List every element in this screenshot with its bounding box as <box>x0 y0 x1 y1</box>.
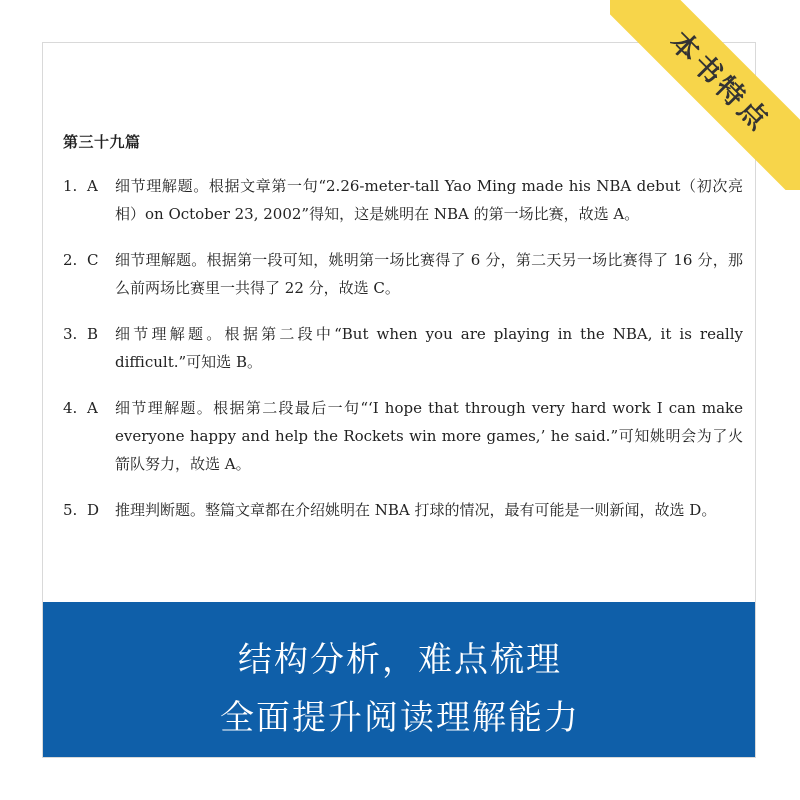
item-number: 4. <box>63 399 78 417</box>
item-answer: C <box>87 251 99 269</box>
answer-item <box>63 246 743 302</box>
promo-banner <box>43 602 756 758</box>
item-explanation: 推理判断题。整篇文章都在介绍姚明在 NBA 打球的情况，最有可能是一则新闻，故选 D。 <box>115 501 717 519</box>
item-explanation: 细节理解题。根据文章第一句“2.26-meter-tall Yao Ming made his NBA debut（初次亮相）on October 23, 2002”得知，这是姚明在 NBA 的第一场比赛，故选 A。 <box>115 177 743 223</box>
item-answer: A <box>87 177 98 195</box>
section-heading: 第三十九篇 <box>63 133 141 151</box>
item-answer: A <box>87 399 98 417</box>
banner-line-1: 结构分析，难点梳理 <box>238 640 562 680</box>
item-answer: D <box>87 501 100 519</box>
answer-item <box>63 496 743 524</box>
item-explanation: 细节理解题。根据第二段中“But when you are playing in the NBA, it is really difficult.”可知选 B。 <box>115 325 743 371</box>
corner-ribbon <box>610 0 800 190</box>
ribbon-label: 本书特点 <box>610 0 800 190</box>
answer-item <box>63 394 743 478</box>
item-number: 2. <box>63 251 78 269</box>
item-number: 5. <box>63 501 78 519</box>
answer-document <box>63 131 743 542</box>
item-explanation: 细节理解题。根据第二段最后一句“‘I hope that through very hard work I can make everyone happy and help the Rockets win more games,’ he said.”可知姚明会为了火箭队努力，故选 A。 <box>115 399 743 473</box>
item-number: 3. <box>63 325 78 343</box>
item-answer: B <box>87 325 99 343</box>
banner-line-2: 全面提升阅读理解能力 <box>220 698 580 738</box>
item-explanation: 细节理解题。根据第一段可知，姚明第一场比赛得了 6 分，第二天另一场比赛得了 16 分，那么前两场比赛里一共得了 22 分，故选 C。 <box>115 251 743 297</box>
answer-item <box>63 320 743 376</box>
item-number: 1. <box>63 177 78 195</box>
